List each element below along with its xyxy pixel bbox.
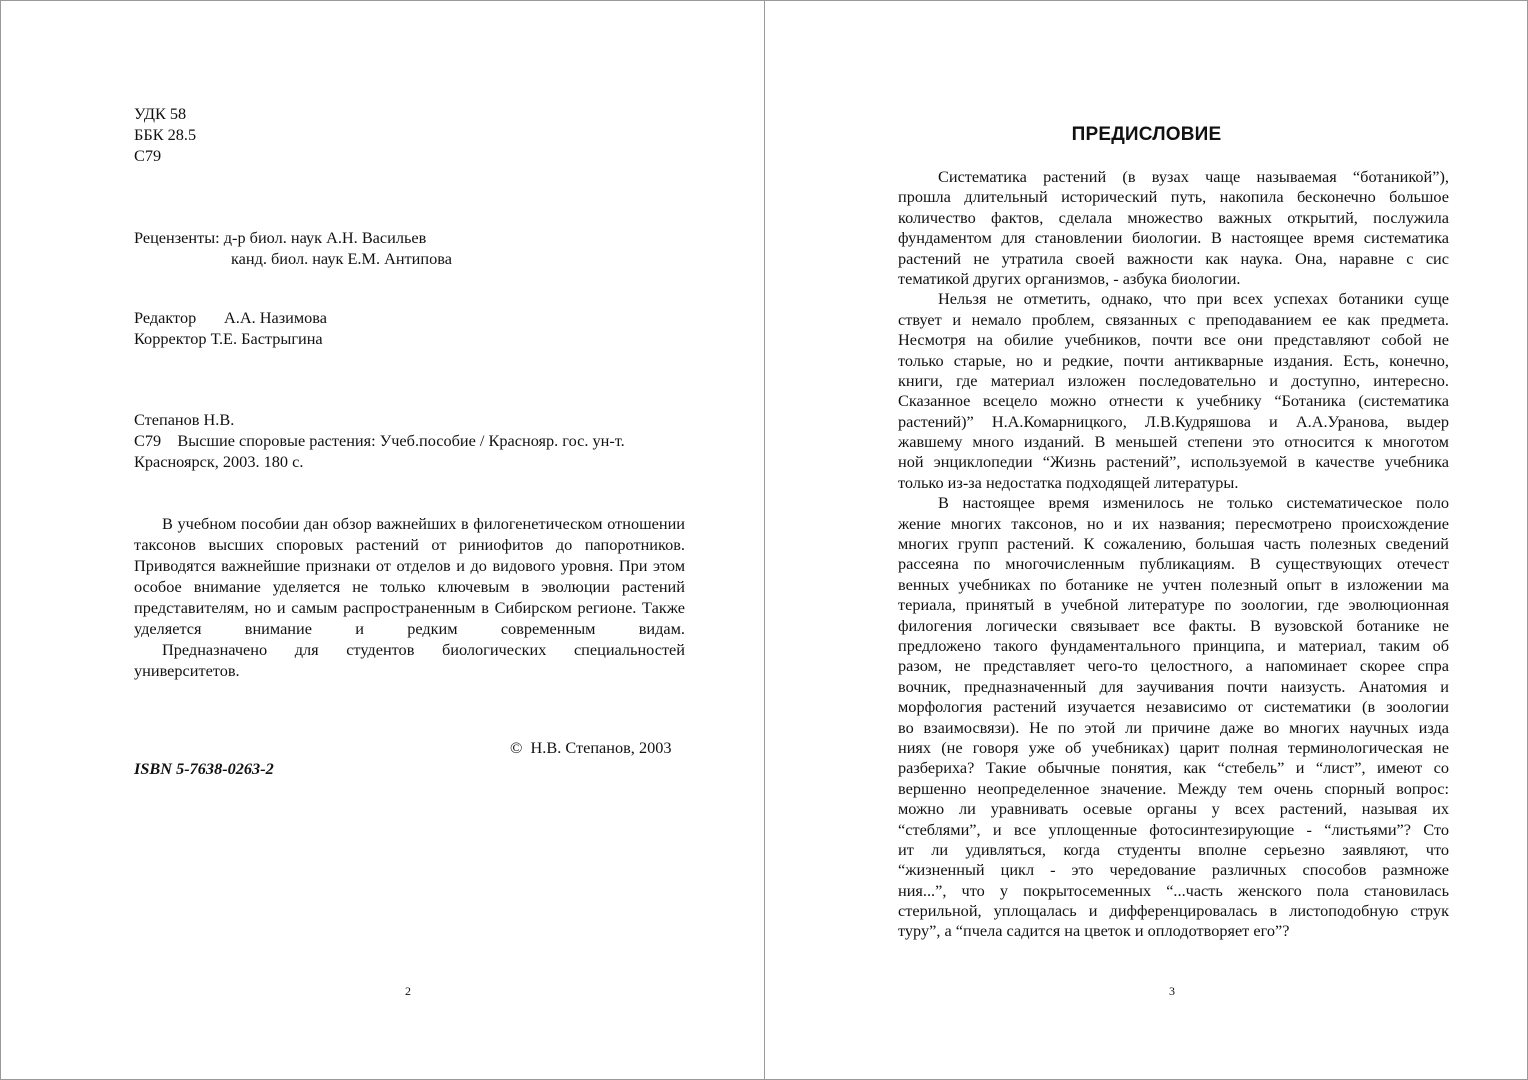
- preface-line: только старые, но и редкие, почти антикварные издания. Есть, конечно,: [898, 350, 1449, 370]
- preface-line: жение многих таксонов, но и их названия; пересмотрено происхождение: [898, 513, 1449, 533]
- preface-line: териала, принятый в учебной литературе по зоологии, где эволюционная: [898, 595, 1449, 615]
- abstract: [134, 513, 685, 681]
- abstract-paragraph: В учебном пособии дан обзор важнейших в филогенетическом отношении таксонов высших споровых растений от риниофитов до папоротников. Приводятся важнейшие признаки от отделов и до видового уровня. При этом особое внимание уделяется не только ключевым в эволюции растений представителям, но и самым распространенным в Сибирском регионе. Также уделяется внимание и редким современным видам.: [134, 514, 685, 638]
- preface-line: прошла длительный исторический путь, накопила бесконечно большое: [898, 187, 1449, 207]
- preface-line: рассеяна по многочисленным публикациям. В существующих отечест: [898, 554, 1449, 574]
- preface-line: филогения логически связывает все факты. В вузовской ботанике не: [898, 615, 1449, 635]
- bib-author: Степанов Н.В.: [134, 410, 235, 429]
- bib-imprint: Красноярск, 2003. 180 с.: [134, 452, 304, 471]
- preface-line: Нельзя не отметить, однако, что при всех успехах ботаники суще: [938, 289, 1449, 309]
- editor-label: Редактор: [134, 308, 197, 327]
- copyright-notice: © Н.В. Степанов, 2003: [510, 738, 672, 757]
- preface-line: многих групп растений. К сожалению, большая часть полезных сведений: [898, 534, 1449, 554]
- preface-line: растений не утратила своей важности как наука. Она, наравне с сис: [898, 248, 1449, 268]
- preface-line: Систематика растений (в вузах чаще называемая “ботаникой”),: [938, 167, 1449, 186]
- preface-line: Сказанное всецело можно отнести к учебнику “Ботаника (систематика: [898, 391, 1449, 411]
- reviewers-label: Рецензенты:: [134, 228, 220, 247]
- preface-line: В настоящее время изменилось не только систематическое поло: [938, 493, 1449, 513]
- preface-line: ной энциклопедии “Жизнь растений”, используемой в качестве учебника: [898, 452, 1449, 472]
- bbk-code: ББК 28.5: [134, 125, 197, 144]
- preface-line: предложено такого фундаментального принципа, и материал, таким об: [898, 635, 1449, 655]
- udk-code: УДК 58: [134, 104, 187, 123]
- preface-line: ит ли удивляться, когда студенты вполне серьезно заявляют, что: [898, 839, 1449, 859]
- abstract-paragraph: Предназначено для студентов биологических специальностей университетов.: [134, 640, 685, 680]
- author-mark: С79: [134, 146, 162, 165]
- reviewer-2: канд. биол. наук Е.М. Антипова: [231, 249, 452, 268]
- preface-line: ниях (не говоря уже об учебниках) царит полная терминологическая не: [898, 737, 1449, 757]
- preface-heading: ПРЕДИСЛОВИЕ: [1071, 124, 1222, 145]
- preface-line: книги, где материал изложен последовательно и доступно, интересно.: [898, 370, 1449, 390]
- classification-codes: [134, 103, 196, 166]
- proofreader-label: Корректор: [134, 329, 207, 348]
- preface-line: “жизненный цикл - это чередование различных способов размноже: [898, 860, 1449, 880]
- preface-line: стерильной, уплощалась и дифференцировалась в листоподобную струк: [898, 901, 1449, 921]
- preface-line: разом, не представляет чего-то целостного, а напоминает скорее спра: [898, 656, 1449, 676]
- page-left: [1, 1, 765, 1079]
- page-number-right: 3: [1169, 984, 1175, 998]
- preface-line: разбериха? Такие обычные понятия, как “стебель” и “лист”, имеют со: [898, 758, 1449, 778]
- preface-line: только из-за недостатка подходящей литературы.: [898, 472, 1239, 492]
- preface-line: “стеблями”, и все уплощенные фотосинтезирующие - “листьями”? Сто: [898, 819, 1449, 839]
- bibliographic-record: [134, 409, 625, 472]
- preface-line: количество фактов, сделала множество важных открытий, послужила: [898, 207, 1449, 227]
- preface-line: туру”, а “пчела садится на цветок и оплодотворяет его”?: [898, 921, 1290, 941]
- editor-name: А.А. Назимова: [224, 308, 327, 327]
- proofreader-name: Т.Е. Бастрыгина: [210, 329, 323, 348]
- preface-line: ния...”, что у покрытосеменных “...часть женского пола становилась: [898, 880, 1449, 900]
- preface-line: можно ли уравнивать осевые органы у всех растений, называя их: [898, 799, 1449, 819]
- preface-line: растений)” Н.А.Комарницкого, Л.В.Кудряшова и А.А.Уранова, выдер: [898, 411, 1449, 431]
- preface-line: венных учебниках по ботанике не учтен полезный опыт в изложении ма: [898, 574, 1449, 594]
- isbn: ISBN 5-7638-0263-2: [134, 759, 274, 778]
- page-number-left: 2: [405, 984, 411, 998]
- page-right: [765, 1, 1528, 1079]
- preface-line: морфология растений изучается независимо от систематики (в зоологии: [898, 697, 1449, 717]
- reviewer-1: д-р биол. наук А.Н. Васильев: [223, 228, 427, 247]
- credits-block: [134, 307, 327, 349]
- bib-title: С79 Высшие споровые растения: Учеб.пособие / Краснояр. гос. ун-т.: [134, 431, 625, 450]
- preface-line: жавшему много изданий. В меньшей степени это относится к многотом: [898, 432, 1449, 452]
- preface-line: тематикой других организмов, - азбука биологии.: [898, 268, 1241, 288]
- preface-line: вочник, предназначенный для заучивания почти наизусть. Анатомия и: [898, 676, 1449, 696]
- reviewers-block: [134, 227, 452, 269]
- preface-line: Несмотря на обилие учебников, почти все они представляют собой не: [898, 330, 1449, 350]
- preface-line: во взаимосвязи). Не по этой ли причине даже во многих научных изда: [898, 717, 1449, 737]
- preface-line: ствует и немало проблем, связанных с преподаванием ее как предмета.: [898, 309, 1449, 329]
- preface-line: фундаментом для становлении биологии. В настоящее время систематика: [898, 228, 1449, 248]
- preface-body: [898, 167, 1449, 942]
- preface-line: вершенно неопределенное значение. Между тем очень спорный вопрос:: [898, 778, 1449, 798]
